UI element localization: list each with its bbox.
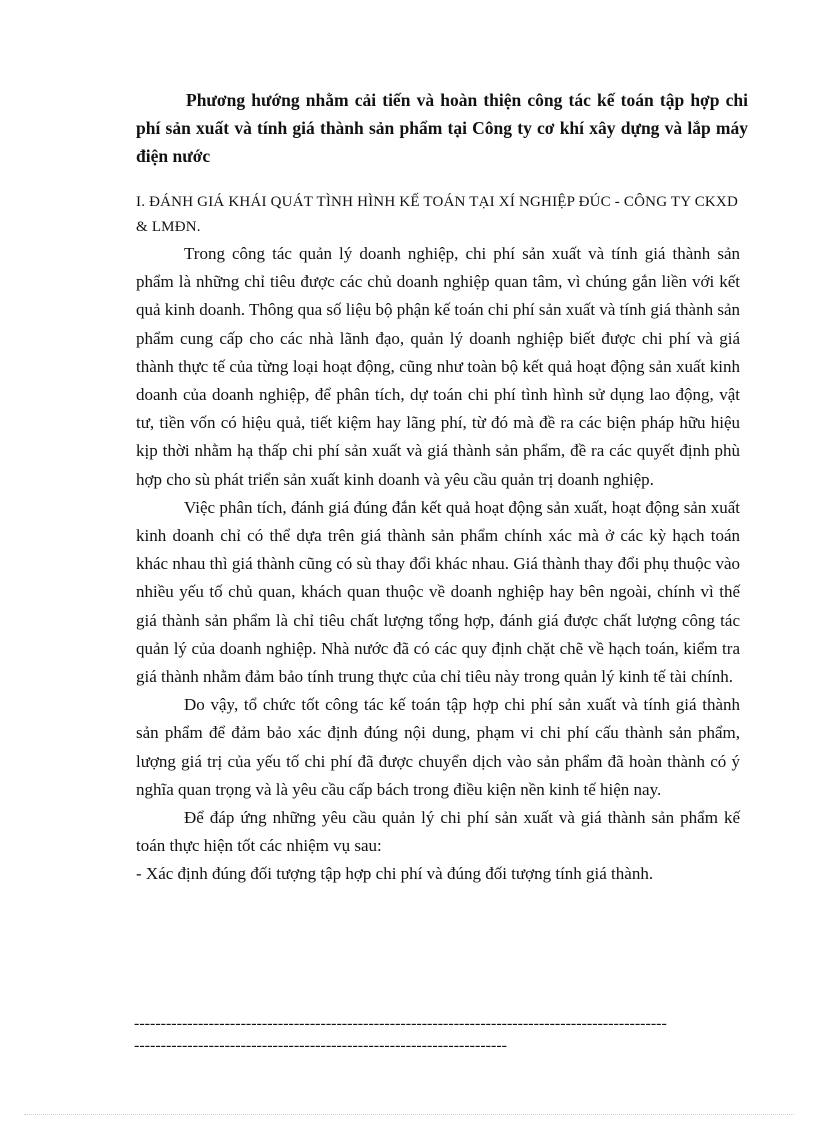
document-title: Phương hướng nhằm cải tiến và hoàn thiện công tác kế toán tập hợp chi phí sản xuất và tính giá thành sản phẩm tại Công ty cơ khí xây dựng và lắp máy điện nước	[136, 90, 748, 166]
body-text	[136, 240, 740, 889]
dashed-separator	[134, 1013, 774, 1057]
paragraph: Do vậy, tổ chức tốt công tác kế toán tập hợp chi phí sản xuất và tính giá thành sản phẩm để đảm bảo xác định đúng nội dung, phạm vi chi phí cấu thành sản phẩm, lượng giá trị của yếu tố chi phí đã được chuyển dịch vào sản phẩm đã hoàn thành có ý nghĩa quan trọng và là yêu cầu cấp bách trong điều kiện nền kinh tế hiện nay.	[136, 695, 740, 799]
bullet-item: - Xác định đúng đối tượng tập hợp chi phí và đúng đối tượng tính giá thành.	[136, 864, 654, 884]
section-heading: I. ĐÁNH GIÁ KHÁI QUÁT TÌNH HÌNH KẾ TOÁN TẠI XÍ NGHIỆP ĐÚC - CÔNG TY CKXD & LMĐN.	[136, 194, 738, 235]
paragraph: Để đáp ứng những yêu cầu quản lý chi phí sản xuất và giá thành sản phẩm kế toán thực hiện tốt các nhiệm vụ sau:	[136, 808, 740, 856]
paragraph: Việc phân tích, đánh giá đúng đắn kết quả hoạt động sản xuất, hoạt động sản xuất kinh doanh chỉ có thể dựa trên giá thành sản phẩm chính xác mà ở các kỳ hạch toán khác nhau thì giá thành cũng có sù thay đổi khác nhau. Giá thành thay đổi phụ thuộc vào nhiều yếu tố chủ quan, khách quan thuộc về doanh nghiệp hay bên ngoài, chính vì thế giá thành sản phẩm là chỉ tiêu chất lượng tổng hợp, đánh giá được chất lượng công tác quản lý của doanh nghiệp. Nhà nước đã có các quy định chặt chẽ về hạch toán, kiểm tra giá thành nhằm đảm bảo tính trung thực của chỉ tiêu này trong quản lý kinh tế tài chính.	[136, 497, 740, 687]
dash-line: ----------------------------------------------------------------------	[134, 1037, 507, 1054]
paragraph: Trong công tác quản lý doanh nghiệp, chi phí sản xuất và tính giá thành sản phẩm là những chỉ tiêu được các chủ doanh nghiệp quan tâm, vì chúng gắn liền với kết quả kinh doanh. Thông qua số liệu bộ phận kế toán chi phí sản xuất và tính giá thành sản phẩm cung cấp cho các nhà lãnh đạo, quản lý doanh nghiệp biết được chi phí và giá thành thực tế của từng loại hoạt động, cũng như toàn bộ kết quả hoạt động sản xuất kinh doanh của doanh nghiệp, để phân tích, dự toán chi phí tình hình sử dụng lao động, vật tư, tiền vốn có hiệu quả, tiết kiệm hay lãng phí, từ đó mà đề ra các biện pháp hữu hiệu kịp thời nhằm hạ thấp chi phí sản xuất và giá thành sản phẩm, đề ra các quyết định phù hợp cho sù phát triển sản xuất kinh doanh và yêu cầu quản trị doanh nghiệp.	[136, 244, 741, 489]
dash-line: ----------------------------------------------------------------------------------------------------	[134, 1015, 667, 1032]
footer-divider	[24, 1114, 794, 1115]
